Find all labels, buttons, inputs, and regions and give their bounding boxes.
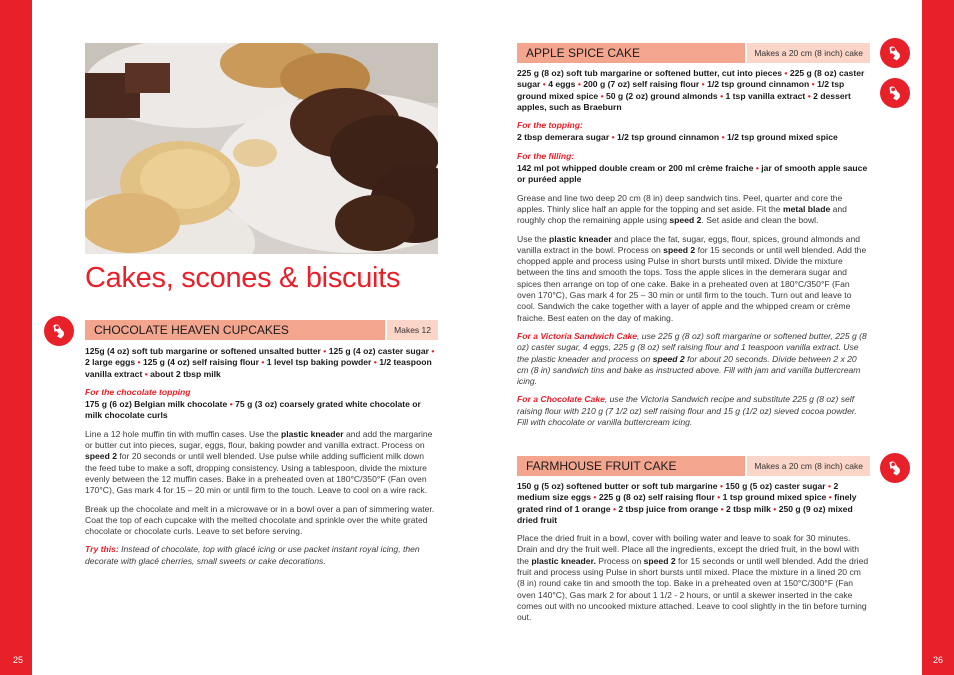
subheading: For the filling: <box>517 150 575 161</box>
right-red-stripe <box>922 0 954 675</box>
mixer-hand-icon <box>44 316 74 346</box>
recipe-body-farmhouse <box>517 481 869 631</box>
variation-paragraph: For a Chocolate Cake, use the Victoria Sandwich recipe and substitute 225 g (8 oz) self raising flour with 210 g (7 1/2 oz) self raising flour and 15 g (1/2 oz) sieved cocoa powder. Fill with chocolate or vanilla buttercream icing. <box>517 394 857 428</box>
ingredients: 175 g (6 oz) Belgian milk chocolate • 75 g (3 oz) coarsely grated white chocolate or milk chocolate curls <box>85 399 421 421</box>
recipe-header-apple <box>517 43 870 63</box>
subheading: For the topping: <box>517 120 583 131</box>
method-paragraph: Break up the chocolate and melt in a microwave or in a bowl over a pan of simmering water. Coat the top of each cupcake with the melted chocolate and sprinkle over the white grated chocolate or chocolate curls. Leave to set before serving. <box>85 503 435 537</box>
recipe-name: CHOCOLATE HEAVEN CUPCAKES <box>94 323 289 337</box>
recipe-name: APPLE SPICE CAKE <box>526 46 641 60</box>
subheading: For the chocolate topping <box>85 386 191 397</box>
recipe-body-apple <box>517 68 869 435</box>
variation-paragraph: For a Victoria Sandwich Cake, use 225 g (8 oz) soft margarine or softened butter, 225 g (8 oz) caster sugar, 4 eggs, 225 g (8 oz) self raising flour and 1 teaspoon vanilla extract. Use the plastic kneader and process on speed 2 for about 20 seconds. Divide between 2 x 20 cm (8 in) sandwich tins and bake as instructed above. Fill with jam and vanilla buttercream icing. <box>517 330 867 387</box>
recipe-body-chocolate <box>85 346 438 574</box>
page-number-right: 26 <box>932 655 943 665</box>
ingredients: 142 ml pot whipped double cream or 200 ml crème fraiche • jar of smooth apple sauce or puréed apple <box>517 163 868 185</box>
ingredients: 150 g (5 oz) softened butter or soft tub margarine • 150 g (5 oz) caster sugar • 2 medium size eggs • 225 g (8 oz) self raising flour • 1 tsp ground mixed spice • finely grated rind of 1 orange • 2 tbsp juice from orange • 2 tbsp milk • 250 g (9 oz) mixed dried fruit <box>517 481 857 525</box>
left-red-stripe <box>0 0 32 675</box>
ingredients: 125g (4 oz) soft tub margarine or softened unsalted butter • 125 g (4 oz) caster sugar • 2 large eggs • 125 g (4 oz) self raising flour • 1 level tsp baking powder • 1/2 teaspoon vanilla extract • about 2 tbsp milk <box>85 346 435 379</box>
method-paragraph: Line a 12 hole muffin tin with muffin cases. Use the plastic kneader and add the margarine or butter cut into pieces, sugar, eggs, flour, baking powder and vanilla extract. Process on speed 2 for 20 seconds or until well blended. Use pulse while adding sufficient milk down the feed tube to make a soft, dropping consistency. Using a tablespoon, divide the mixture evenly between the 12 muffin cases. Bake in a preheated oven at 180°C/350°F (Fan oven 170°C), Gas mark 4 for 15 – 20 min or until firm to the touch. Leave to cool on a wire rack. <box>85 428 433 496</box>
ingredients: 2 tbsp demerara sugar • 1/2 tsp ground cinnamon • 1/2 tsp ground mixed spice <box>517 132 838 143</box>
method-paragraph: Grease and line two deep 20 cm (8 in) deep sandwich tins. Peel, quarter and core the apples. Thinly slice half an apple for the topping and set aside. Fit the metal blade and roughly chop the remaining apple using speed 2. Set aside and clean the bowl. <box>517 192 847 226</box>
page-title: Cakes, scones & biscuits <box>85 262 401 294</box>
cookies-photo <box>85 43 438 254</box>
tip-paragraph: Try this: Instead of chocolate, top with glacé icing or use packet instant royal icing, then decorate with glacé cherries, small sweets or cake decorations. <box>85 544 420 566</box>
recipe-yield: Makes a 20 cm (8 inch) cake <box>745 43 870 63</box>
recipe-header-chocolate <box>85 320 438 340</box>
recipe-header-farmhouse <box>517 456 870 476</box>
method-paragraph: Place the dried fruit in a bowl, cover with boiling water and leave to soak for 30 minutes. Drain and dry the fruit well. Place all the ingredients, except the dried fruit, in the bowl with the plastic kneader. Process on speed 2 for 15 seconds or until well blended. Add the dried fruit and process using Pulse in short bursts until mixed. Place the mixture in a lined 20 cm (8 in) round cake tin and smooth the top. Bake in a preheated oven at 150°C/300°F (Fan oven 140°C), Gas mark 2 for about 1 1/2 - 2 hours, or until a skewer inserted in the cake comes out with no uncooked mixture attached. Leave to cool slightly in the tin before turning out. <box>517 533 869 623</box>
recipe-yield: Makes 12 <box>385 320 438 340</box>
mixer-hand-icon <box>880 78 910 108</box>
mixer-hand-icon <box>880 38 910 68</box>
recipe-name: FARMHOUSE FRUIT CAKE <box>526 459 677 473</box>
recipe-yield: Makes a 20 cm (8 inch) cake <box>745 456 870 476</box>
method-paragraph: Use the plastic kneader and place the fat, sugar, eggs, flour, spices, ground almonds and vanilla extract in the bowl. Process on speed 2 for 15 seconds or until well blended. Add the chopped apple and process using Pulse in short bursts until mixed. Divide the mixture between the tins and smooth the tops. Toss the apple slices in the demerara sugar and spices then arrange on top of one cake. Bake in a preheated oven at 180°C/350°F (Fan oven 170°C), Gas mark 4 for 25 – 30 min or until firm to the touch. Turn out and leave to cool. Sandwich the cake together with a layer of apple and the whipped cream or crème fraiche. Best eaten on the day of making. <box>517 233 867 323</box>
page-number-left: 25 <box>13 655 24 665</box>
mixer-hand-icon <box>880 453 910 483</box>
ingredients: 225 g (8 oz) soft tub margarine or softened butter, cut into pieces • 225 g (8 oz) caster sugar • 4 eggs • 200 g (7 oz) self raising flour • 1/2 tsp ground cinnamon • 1/2 tsp ground mixed spice • 50 g (2 oz) ground almonds • 1 tsp vanilla extract • 2 dessert apples, such as Braeburn <box>517 68 865 112</box>
